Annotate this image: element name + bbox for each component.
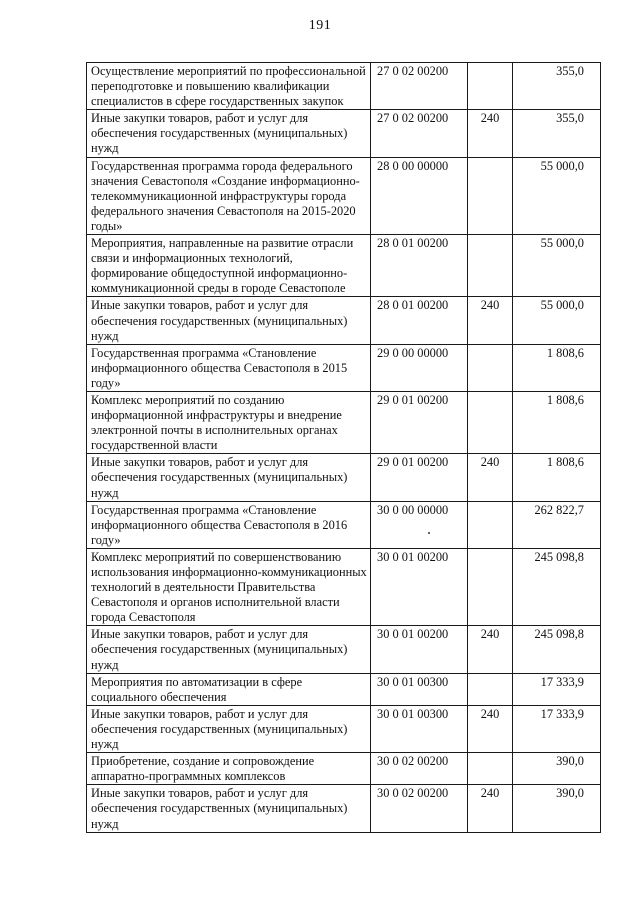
row-name-cell: Мероприятия по автоматизации в сфере социального обеспечения xyxy=(87,673,371,705)
table-row xyxy=(87,157,601,234)
expense-type-cell xyxy=(468,391,513,453)
scan-speck xyxy=(428,532,430,534)
target-article-code-cell: 30 0 01 00200 xyxy=(371,548,468,625)
amount-cell: 245 098,8 xyxy=(513,548,601,625)
row-name-cell: Иные закупки товаров, работ и услуг для обеспечения государственных (муниципальных) нужд xyxy=(87,626,371,673)
table-row xyxy=(87,110,601,157)
table-row xyxy=(87,705,601,752)
amount-cell: 55 000,0 xyxy=(513,157,601,234)
table-row xyxy=(87,454,601,501)
expense-type-cell: 240 xyxy=(468,785,513,832)
amount-cell: 1 808,6 xyxy=(513,391,601,453)
amount-cell: 245 098,8 xyxy=(513,626,601,673)
target-article-code-cell: 27 0 02 00200 xyxy=(371,63,468,110)
row-name-cell: Государственная программа «Становление информационного общества Севастополя в 2015 году» xyxy=(87,344,371,391)
target-article-code-cell: 30 0 02 00200 xyxy=(371,753,468,785)
target-article-code-cell: 27 0 02 00200 xyxy=(371,110,468,157)
amount-cell: 355,0 xyxy=(513,110,601,157)
row-name-cell: Государственная программа «Становление информационного общества Севастополя в 2016 году» xyxy=(87,501,371,548)
table-row xyxy=(87,297,601,344)
amount-cell: 17 333,9 xyxy=(513,705,601,752)
amount-cell: 17 333,9 xyxy=(513,673,601,705)
target-article-code-cell: 30 0 02 00200 xyxy=(371,785,468,832)
expense-type-cell: 240 xyxy=(468,297,513,344)
expense-type-cell xyxy=(468,235,513,297)
table-row xyxy=(87,626,601,673)
amount-cell: 390,0 xyxy=(513,753,601,785)
row-name-cell: Иные закупки товаров, работ и услуг для обеспечения государственных (муниципальных) нужд xyxy=(87,705,371,752)
amount-cell: 1 808,6 xyxy=(513,344,601,391)
expense-type-cell xyxy=(468,63,513,110)
target-article-code-cell: 30 0 01 00300 xyxy=(371,705,468,752)
amount-cell: 55 000,0 xyxy=(513,235,601,297)
expense-type-cell: 240 xyxy=(468,626,513,673)
expense-type-cell xyxy=(468,673,513,705)
expense-type-cell xyxy=(468,753,513,785)
table-row xyxy=(87,235,601,297)
target-article-code-cell: 28 0 01 00200 xyxy=(371,235,468,297)
row-name-cell: Иные закупки товаров, работ и услуг для обеспечения государственных (муниципальных) нужд xyxy=(87,454,371,501)
expense-type-cell xyxy=(468,548,513,625)
row-name-cell: Иные закупки товаров, работ и услуг для обеспечения государственных (муниципальных) нужд xyxy=(87,297,371,344)
target-article-code-cell: 28 0 00 00000 xyxy=(371,157,468,234)
row-name-cell: Иные закупки товаров, работ и услуг для обеспечения государственных (муниципальных) нужд xyxy=(87,785,371,832)
page-number: 191 xyxy=(308,18,332,33)
row-name-cell: Комплекс мероприятий по совершенствованию использования информационно-коммуникационных технологий в деятельности Правительства Севастополя и органов исполнительной власти города Севастополя xyxy=(87,548,371,625)
expense-type-cell: 240 xyxy=(468,454,513,501)
target-article-code-cell: 28 0 01 00200 xyxy=(371,297,468,344)
amount-cell: 1 808,6 xyxy=(513,454,601,501)
amount-cell: 262 822,7 xyxy=(513,501,601,548)
row-name-cell: Осуществление мероприятий по профессиональной переподготовке и повышению квалификации специалистов в сфере государственных закупок xyxy=(87,63,371,110)
amount-cell: 390,0 xyxy=(513,785,601,832)
expense-type-cell xyxy=(468,501,513,548)
budget-table-container xyxy=(86,62,600,833)
row-name-cell: Государственная программа города федерального значения Севастополя «Создание информационно-телекоммуникационной инфраструктуры города федерального значения Севастополя на 2015-2020 годы» xyxy=(87,157,371,234)
table-row xyxy=(87,753,601,785)
table-row xyxy=(87,785,601,832)
target-article-code-cell: 30 0 01 00300 xyxy=(371,673,468,705)
table-row xyxy=(87,344,601,391)
row-name-cell: Комплекс мероприятий по созданию информационной инфраструктуры и внедрение электронной почты в исполнительных органах государственной власти xyxy=(87,391,371,453)
row-name-cell: Приобретение, создание и сопровождение аппаратно-программных комплексов xyxy=(87,753,371,785)
target-article-code-cell: 29 0 01 00200 xyxy=(371,454,468,501)
table-row xyxy=(87,391,601,453)
table-row xyxy=(87,63,601,110)
budget-table xyxy=(86,62,601,833)
table-row xyxy=(87,501,601,548)
target-article-code-cell: 29 0 01 00200 xyxy=(371,391,468,453)
table-row xyxy=(87,548,601,625)
amount-cell: 355,0 xyxy=(513,63,601,110)
target-article-code-cell: 29 0 00 00000 xyxy=(371,344,468,391)
expense-type-cell: 240 xyxy=(468,110,513,157)
target-article-code-cell: 30 0 00 00000 xyxy=(371,501,468,548)
expense-type-cell xyxy=(468,344,513,391)
row-name-cell: Иные закупки товаров, работ и услуг для обеспечения государственных (муниципальных) нужд xyxy=(87,110,371,157)
target-article-code-cell: 30 0 01 00200 xyxy=(371,626,468,673)
table-row xyxy=(87,673,601,705)
expense-type-cell xyxy=(468,157,513,234)
row-name-cell: Мероприятия, направленные на развитие отрасли связи и информационных технологий, формирование общедоступной информационно-коммуникационной среды в городе Севастополе xyxy=(87,235,371,297)
amount-cell: 55 000,0 xyxy=(513,297,601,344)
expense-type-cell: 240 xyxy=(468,705,513,752)
